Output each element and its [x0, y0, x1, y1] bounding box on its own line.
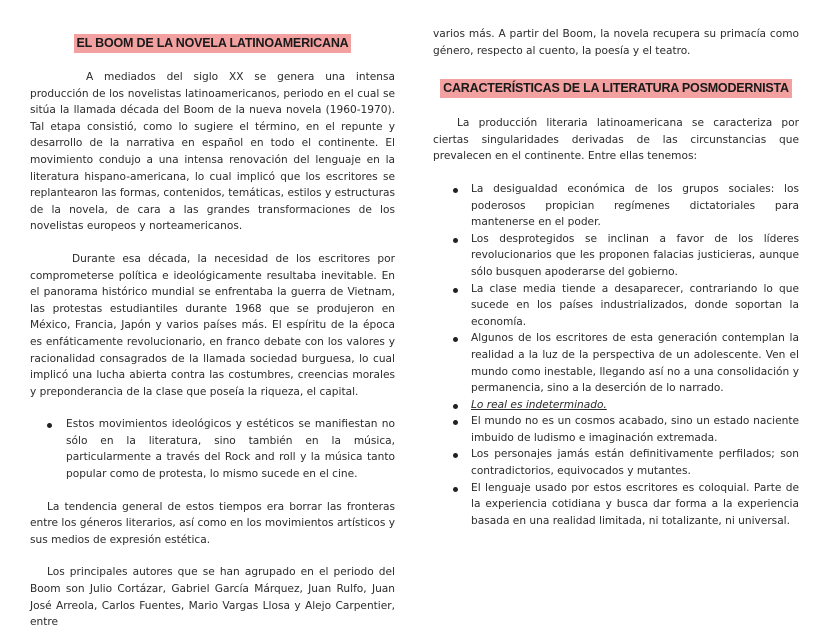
list-item-text: Los desprotegidos se inclinan a favor de los líderes revolucionarios que les proponen falacias justicieras, aunque sólo busquen apoderarse del gobierno.	[471, 232, 799, 278]
characteristics-list	[433, 181, 799, 529]
list-item	[433, 413, 799, 446]
boom-paragraph-4: Los principales autores que se han agrupado en el periodo del Boom son Julio Cortázar, Gabriel García Márquez, Juan Rulfo, Juan José Arreola, Carlos Fuentes, Mario Vargas Llosa y Alejo Carpentier, entre	[30, 566, 395, 629]
list-item-text: El lenguaje usado por estos escritores es coloquial. Parte de la experiencia cotidiana y busca dar forma a la experiencia basada en una realidad limitada, ni totalizante, ni universal.	[471, 481, 799, 527]
bullet-dot-icon	[453, 188, 458, 193]
bullet-dot-icon	[453, 288, 458, 293]
list-item	[433, 231, 799, 281]
characteristics-intro: La producción literaria latinoamericana se caracteriza por ciertas singularidades derivadas de las circunstancias que prevalecen en el continente. Entre ellas tenemos:	[433, 117, 799, 163]
right-heading-wrap	[433, 77, 799, 98]
left-heading-wrap	[30, 32, 395, 53]
list-item-text: Los personajes jamás están definitivamente perfilados; son contradictorios, equivocados y mutantes.	[471, 448, 799, 478]
list-item	[433, 446, 799, 479]
bullet-dot-icon	[453, 487, 458, 492]
list-item-text: Estos movimientos ideológicos y estéticos se manifiestan no sólo en la literatura, sino también en la música, particularmente a través del Rock and roll y la música tanto popular como de protesta, lo mismo sucede en el cine.	[66, 418, 395, 481]
bullet-dot-icon	[453, 453, 458, 458]
boom-heading: EL BOOM DE LA NOVELA LATINOAMERICANA	[74, 34, 352, 53]
list-item-text: La desigualdad económica de los grupos sociales: los poderosos propician regímenes dictatoriales para mantenerse en el poder.	[471, 182, 799, 229]
boom-paragraph-2: Durante esa década, la necesidad de los escritores por comprometerse política e ideológicamente resultaba inevitable. En el panorama histórico mundial se enfrentaba la guerra de Vietnam, las protestas estudiantiles durante 1968 que se produjeron en México, Francia, Japón y varios países más. El espíritu de la época es enfáticamente revolucionario, en franco debate con los valores y racionalidad consagrados de la llamada sociedad burguesa, lo cual implicó una lucha abierta contra las costumbres, creencias morales y preponderancia de la clase que poseía la riqueza, el capital.	[30, 252, 395, 398]
list-item	[433, 330, 799, 396]
bullet-dot-icon	[47, 423, 52, 428]
list-item	[433, 181, 799, 231]
bullet-dot-icon	[453, 404, 458, 409]
bullet-dot-icon	[453, 337, 458, 342]
list-item-text: Algunos de los escritores de esta generación contemplan la realidad a la luz de la perspectiva de un adolescente. Ven el mundo como inestable, llegando así no a una consolidación y permanencia, sino a la deserción de lo narrado.	[471, 332, 799, 395]
bullet-dot-icon	[453, 420, 458, 425]
list-item-text: La clase media tiende a desaparecer, contrariando lo que sucede en los países industrializados, donde soportan la economía.	[471, 282, 799, 328]
right-column	[433, 0, 799, 529]
boom-paragraph-1: A mediados del siglo XX se genera una intensa producción de los novelistas latinoamericanos, periodo en el cual se sitúa la llamada década del Boom de la nueva novela (1960-1970). Tal etapa consistió, como lo sugiere el término, en el repunte y desarrollo de la narrativa en español en todo el continente. El movimiento condujo a una intensa renovación del lenguaje en la literatura hispano-americana, lo cual implicó que los escritores se replantearon las formas, contenidos, temáticas, estilos y estructuras de la novela, de cara a las grandes transformaciones de los novelistas europeos y norteamericanos.	[30, 71, 395, 233]
list-item	[30, 416, 395, 482]
bullet-dot-icon	[453, 238, 458, 243]
list-item-text: Lo real es indeterminado.	[471, 398, 607, 411]
left-column	[30, 0, 395, 631]
continuation-paragraph: varios más. A partir del Boom, la novela recupera su primacía como género, respecto al cuento, la poesía y el teatro.	[433, 28, 799, 57]
left-bullet-list	[30, 416, 395, 482]
boom-paragraph-3: La tendencia general de estos tiempos era borrar las fronteras entre los géneros literarios, así como en los movimientos artísticos y sus medios de expresión estética.	[30, 500, 395, 546]
list-item	[433, 480, 799, 530]
list-item	[433, 397, 799, 414]
list-item	[433, 281, 799, 331]
characteristics-heading: CARACTERÍSTICAS DE LA LITERATURA POSMODERNISTA	[440, 79, 792, 98]
list-item-text: El mundo no es un cosmos acabado, sino un estado naciente imbuido de ludismo e imaginación extremada.	[471, 415, 799, 444]
